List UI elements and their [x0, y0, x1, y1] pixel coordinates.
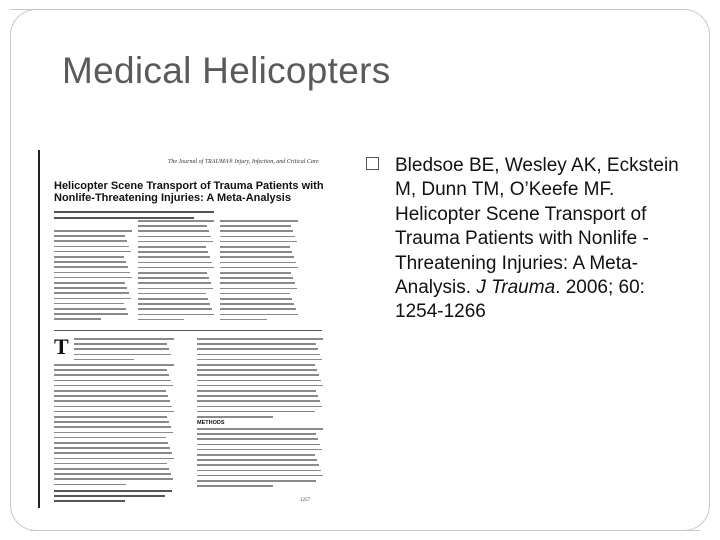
- paper-text-line: [197, 416, 273, 418]
- frame-line-right: [709, 36, 710, 506]
- citation-journal-suffix: .: [555, 277, 561, 299]
- paper-text-line: [54, 385, 173, 387]
- paper-text-line: [54, 390, 166, 392]
- paper-text-line: [220, 230, 293, 232]
- paper-text-line: [197, 338, 323, 340]
- paper-text-line: [74, 348, 169, 350]
- paper-text-line: [220, 282, 295, 284]
- paper-text-line: [197, 470, 321, 472]
- paper-text-line: [54, 473, 171, 475]
- paper-text-line: [220, 262, 296, 264]
- paper-text-line: [54, 478, 173, 480]
- paper-text-line: [197, 485, 273, 487]
- paper-text-line: [138, 272, 207, 274]
- paper-title: Helicopter Scene Transport of Trauma Patients with Nonlife-Threatening Injuries: A Meta-Analysis: [54, 180, 324, 204]
- paper-text-line: [54, 380, 171, 382]
- paper-text-line: [54, 437, 166, 439]
- paper-text-line: [54, 308, 126, 310]
- paper-text-line: [54, 282, 125, 284]
- paper-text-line: [197, 369, 317, 371]
- paper-text-line: [197, 459, 317, 461]
- paper-text-line: [138, 225, 207, 227]
- citation-authors: Bledsoe BE, Wesley AK, Eckstein M, Dunn TM, O’Keefe MF.: [395, 155, 679, 201]
- paper-text-line: [220, 220, 298, 222]
- paper-text-line: [54, 230, 132, 232]
- paper-text-line: [138, 314, 214, 316]
- paper-text-line: [220, 246, 290, 248]
- paper-text-line: [138, 277, 209, 279]
- paper-text-line: [220, 267, 298, 269]
- paper-text-line: [220, 303, 294, 305]
- paper-text-line: [197, 348, 318, 350]
- paper-text-line: [54, 426, 171, 428]
- paper-text-line: [54, 313, 128, 315]
- citation-journal: J Trauma: [476, 277, 556, 299]
- frame-corner-bottom-right: [680, 500, 710, 531]
- paper-methods-heading: METHODS: [197, 420, 225, 426]
- paper-text-line: [138, 267, 214, 269]
- frame-line-top: [10, 9, 710, 39]
- paper-journal-header: The Journal of TRAUMA® Injury, Infection, and Critical Care: [168, 159, 319, 165]
- paper-text-line: [54, 416, 167, 418]
- paper-text-line: [197, 438, 318, 440]
- paper-text-line: [54, 458, 174, 460]
- paper-text-line: [54, 272, 130, 274]
- paper-text-line: [54, 484, 126, 486]
- paper-text-line: [197, 364, 315, 366]
- paper-text-line: [138, 319, 184, 321]
- paper-text-line: [197, 343, 316, 345]
- paper-text-line: [74, 338, 174, 340]
- paper-text-line: [197, 390, 316, 392]
- paper-text-line: [138, 246, 206, 248]
- paper-text-line: [54, 235, 125, 237]
- paper-text-line: [220, 314, 298, 316]
- paper-text-line: [74, 359, 134, 361]
- paper-text-line: [220, 319, 267, 321]
- paper-text-line: [197, 449, 322, 451]
- paper-text-line: [197, 380, 321, 382]
- paper-text-line: [220, 298, 292, 300]
- citation-year-pages: 2006; 60: 1254-1266: [395, 277, 645, 323]
- paper-text-line: [54, 369, 167, 371]
- paper-text-line: [54, 447, 170, 449]
- paper-text-line: [54, 277, 132, 279]
- paper-text-line: [54, 400, 170, 402]
- paper-text-line: [197, 395, 318, 397]
- paper-text-line: [54, 251, 131, 253]
- paper-text-line: [220, 241, 297, 243]
- paper-text-line: [54, 287, 127, 289]
- paper-text-line: [138, 303, 210, 305]
- paper-text-line: [138, 308, 212, 310]
- paper-text-line: [138, 251, 208, 253]
- paper-text-line: [54, 318, 101, 320]
- paper-text-line: [197, 400, 320, 402]
- frame-line-bottom: [30, 530, 700, 531]
- paper-text-line: [74, 354, 171, 356]
- paper-thumbnail-image: [38, 150, 334, 508]
- paper-text-line: [54, 303, 124, 305]
- slide-title: Medical Helicopters: [62, 50, 391, 91]
- paper-text-line: [138, 241, 213, 243]
- paper-text-line: [220, 256, 294, 258]
- paper-spine: [38, 150, 40, 508]
- paper-text-line: [138, 298, 208, 300]
- paper-text-line: [54, 374, 169, 376]
- paper-text-line: [197, 385, 323, 387]
- paper-text-line: [138, 288, 213, 290]
- paper-text-line: [138, 282, 211, 284]
- paper-text-line: [54, 463, 167, 465]
- paper-text-line: [220, 293, 290, 295]
- paper-text-line: [54, 406, 172, 408]
- paper-text-line: [54, 266, 128, 268]
- citation-text: [395, 154, 695, 325]
- paper-text-line: [138, 256, 210, 258]
- paper-text-line: [197, 428, 323, 430]
- paper-text-line: [197, 464, 319, 466]
- paper-text-line: [220, 288, 297, 290]
- paper-text-line: [54, 452, 172, 454]
- paper-text-line: [74, 343, 167, 345]
- paper-text-line: [197, 480, 316, 482]
- paper-text-line: [220, 277, 293, 279]
- paper-text-line: [220, 225, 291, 227]
- paper-text-line: [197, 454, 315, 456]
- paper-text-line: [54, 500, 125, 502]
- paper-text-line: [197, 411, 315, 413]
- paper-text-line: [54, 468, 169, 470]
- paper-text-line: [197, 433, 316, 435]
- paper-text-line: [54, 292, 129, 294]
- paper-text-line: [138, 262, 212, 264]
- paper-text-line: [54, 364, 174, 366]
- paper-text-line: [54, 261, 126, 263]
- citation-article-title: Helicopter Scene Transport of Trauma Patients with Nonlife -Threatening Injuries: A Meta-Analysis.: [395, 203, 649, 299]
- paper-text-line: [54, 298, 131, 300]
- paper-text-line: [197, 354, 320, 356]
- paper-text-line: [138, 230, 209, 232]
- paper-text-line: [54, 411, 174, 413]
- paper-text-line: [220, 272, 291, 274]
- paper-text-line: [197, 374, 319, 376]
- paper-text-line: [54, 256, 124, 258]
- paper-text-line: [197, 359, 322, 361]
- paper-text-line: [138, 236, 211, 238]
- frame-line-left: [10, 9, 40, 531]
- paper-text-line: [54, 395, 168, 397]
- paper-text-line: [138, 293, 206, 295]
- paper-text-line: [220, 308, 296, 310]
- paper-text-line: [197, 444, 320, 446]
- paper-text-line: [54, 246, 129, 248]
- paper-text-line: [54, 432, 173, 434]
- hollow-square-bullet-icon: [366, 157, 379, 170]
- paper-text-line: [220, 236, 295, 238]
- paper-text-line: [54, 240, 127, 242]
- paper-text-line: [197, 475, 323, 477]
- paper-separator: [54, 330, 322, 331]
- paper-text-line: [54, 495, 165, 497]
- paper-text-line: [197, 406, 322, 408]
- paper-page-number: 1257: [300, 498, 310, 503]
- paper-dropcap: T: [54, 334, 69, 359]
- paper-text-line: [220, 251, 292, 253]
- paper-text-line: [54, 442, 168, 444]
- paper-text-line: [54, 490, 172, 492]
- paper-text-line: [138, 220, 214, 222]
- paper-text-line: [54, 421, 169, 423]
